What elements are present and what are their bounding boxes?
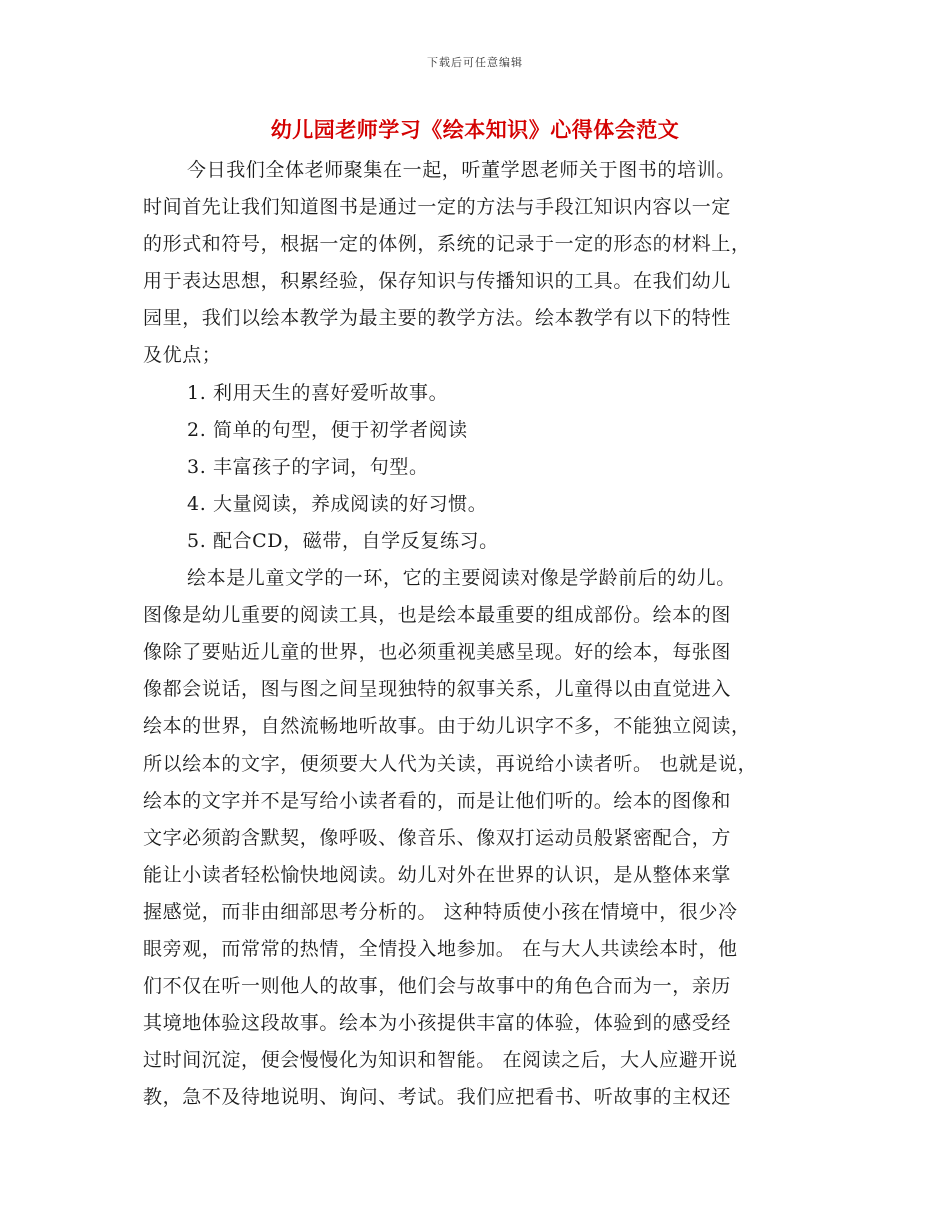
paragraph-line: 所以绘本的文字，便须要大人代为关读，再说给小读者听。 也就是说， <box>143 752 758 775</box>
paragraph-line: 们不仅在听一则他人的故事，他们会与故事中的角色合而为一，亲历 <box>143 975 732 998</box>
paragraph-line: 其境地体验这段故事。绘本为小孩提供丰富的体验，体验到的感受经 <box>143 1012 732 1035</box>
paragraph-line: 像除了要贴近儿童的世界，也必须重视美感呈现。好的绘本，每张图 <box>143 641 732 664</box>
paragraph-line: 的形式和符号，根据一定的体例，系统的记录于一定的形态的材料上， <box>143 233 751 256</box>
list-item: 2. 简单的句型，便于初学者阅读 <box>187 418 468 441</box>
paragraph-line: 今日我们全体老师聚集在一起，听董学恩老师关于图书的培训。 <box>187 159 736 181</box>
paragraph-line: 绘本的文字并不是写给小读者看的，而是让他们听的。绘本的图像和 <box>143 789 732 812</box>
paragraph-line: 绘本是儿童文学的一环，它的主要阅读对像是学龄前后的幼儿。 <box>187 567 736 590</box>
paragraph-line: 绘本的世界，自然流畅地听故事。由于幼儿识字不多，不能独立阅读， <box>143 715 751 738</box>
paragraph-line: 像都会说话，图与图之间呈现独特的叙事关系，儿童得以由直觉进入 <box>143 678 732 701</box>
document-body <box>143 152 823 1116</box>
list-item: 5. 配合CD，磁带，自学反复练习。 <box>187 529 499 552</box>
paragraph-line: 握感觉，而非由细部思考分析的。 这种特质使小孩在情境中，很少冷 <box>143 900 738 923</box>
paragraph-line: 文字必须韵含默契，像呼吸、像音乐、像双打运动员般紧密配合，方 <box>143 826 732 849</box>
document-title: 幼儿园老师学习《绘本知识》心得体会范文 <box>270 117 680 142</box>
paragraph-line: 时间首先让我们知道图书是通过一定的方法与手段江知识内容以一定 <box>143 196 732 219</box>
paragraph-line: 能让小读者轻松愉快地阅读。幼儿对外在世界的认识，是从整体来掌 <box>143 863 732 886</box>
paragraph-line: 图像是幼儿重要的阅读工具，也是绘本最重要的组成部份。绘本的图 <box>143 604 732 627</box>
paragraph-line: 用于表达思想，积累经验，保存知识与传播知识的工具。在我们幼儿 <box>143 270 732 293</box>
paragraph-line: 园里，我们以绘本教学为最主要的教学方法。绘本教学有以下的特性 <box>143 307 732 330</box>
list-item: 4. 大量阅读，养成阅读的好习惯。 <box>187 492 488 515</box>
list-item: 1. 利用天生的喜好爱听故事。 <box>187 381 449 404</box>
paragraph-line: 眼旁观，而常常的热情，全情投入地参加。 在与大人共读绘本时，他 <box>143 937 738 960</box>
paragraph-line: 及优点； <box>143 344 222 367</box>
page-header-note: 下载后可任意编辑 <box>427 56 523 69</box>
paragraph-line: 过时间沉淀，便会慢慢化为知识和智能。 在阅读之后，大人应避开说 <box>143 1049 738 1072</box>
paragraph-line: 教，急不及待地说明、询问、考试。我们应把看书、听故事的主权还 <box>143 1086 732 1109</box>
list-item: 3. 丰富孩子的字词，句型。 <box>187 455 429 478</box>
